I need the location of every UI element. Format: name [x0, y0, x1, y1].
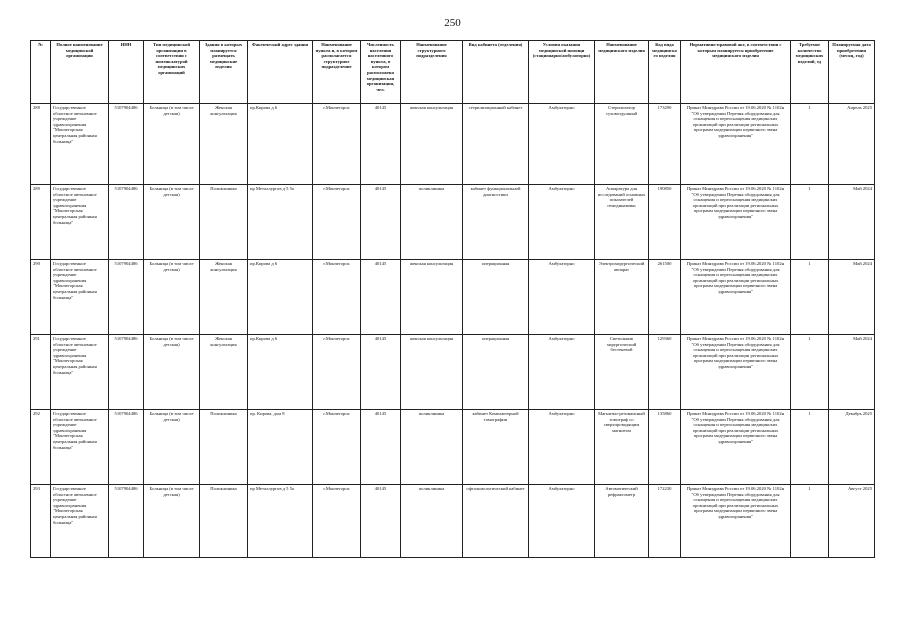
cell-date: Май 2024	[829, 335, 875, 410]
cell-code: 135860	[649, 410, 681, 485]
cell-number: 289	[31, 185, 51, 260]
header-cell-act: Нормативно-правовой акт, в соответствии с которым планируется приобретение медицинского изделия	[681, 41, 791, 104]
cell-quantity: 1	[791, 485, 829, 558]
cell-cabinet: стерилизационный кабинет	[463, 104, 529, 185]
cell-number: 290	[31, 260, 51, 335]
header-cell-code: Код вида медицинского изделия	[649, 41, 681, 104]
cell-act: Приказ Минздрава России от 19.06.2020 № 1102н "Об утверждении Перечня оборудования для оснащения и переоснащения медицинских организаций при реализации региональных программ модернизации первичного звена здравоохранения"	[681, 485, 791, 558]
cell-date: Май 2024	[829, 185, 875, 260]
cell-population: 40145	[361, 104, 401, 185]
table-row	[31, 485, 875, 558]
cell-org-name: Государственное областное автономное учреждение здравоохранения "Мончегорская центральная районная больница"	[51, 335, 109, 410]
cell-unit: поликлиника	[401, 185, 463, 260]
cell-date: Декабрь 2025	[829, 410, 875, 485]
table-row	[31, 410, 875, 485]
cell-locality: г.Мончегорск	[313, 104, 361, 185]
cell-code: 261500	[649, 260, 681, 335]
cell-address: пр Металлургов д 5 5а	[248, 485, 313, 558]
cell-address: пр.Кирова д 6	[248, 104, 313, 185]
header-cell-address: Фактический адрес здания	[248, 41, 313, 104]
cell-device: Магнитно-резонансный томограф со сверхпроводящим магнитом	[595, 410, 649, 485]
header-cell-inn: ИНН	[109, 41, 144, 104]
cell-population: 40145	[361, 260, 401, 335]
cell-code: 190850	[649, 185, 681, 260]
cell-inn: 5107904486	[109, 410, 144, 485]
cell-conditions: Амбулаторно	[529, 185, 595, 260]
cell-locality: г.Мончегорск	[313, 410, 361, 485]
cell-inn: 5107904486	[109, 335, 144, 410]
cell-building: Женская консультация	[200, 104, 248, 185]
header-cell-locality: Наименование пункта и, в котором располагается структурное подразделение	[313, 41, 361, 104]
header-cell-org-name: Полное наименование медицинской организации	[51, 41, 109, 104]
cell-number: 291	[31, 335, 51, 410]
header-cell-number: №	[31, 41, 51, 104]
cell-act: Приказ Минздрава России от 19.06.2020 № 1102н "Об утверждении Перечня оборудования для оснащения и переоснащения медицинских организаций при реализации региональных программ модернизации первичного звена здравоохранения"	[681, 410, 791, 485]
cell-device: Стерилизатор суховоздушный	[595, 104, 649, 185]
cell-number: 293	[31, 485, 51, 558]
cell-address: пр.Кирова д 6	[248, 260, 313, 335]
cell-org-type: Больница (в том числе детская)	[144, 335, 200, 410]
header-cell-building: Здания в которых планируется размещать медицинские изделия	[200, 41, 248, 104]
cell-address: пр.Кирова д 6	[248, 335, 313, 410]
cell-device: Электрохирургический аппарат	[595, 260, 649, 335]
cell-device: Автоматический рефрактометр	[595, 485, 649, 558]
table-row	[31, 185, 875, 260]
cell-conditions: Амбулаторно	[529, 260, 595, 335]
cell-org-name: Государственное областное автономное учреждение здравоохранения "Мончегорская центральная районная больница"	[51, 185, 109, 260]
cell-org-name: Государственное областное автономное учреждение здравоохранения "Мончегорская центральная районная больница"	[51, 485, 109, 558]
table-row	[31, 335, 875, 410]
cell-cabinet: кабинет Компьютерной томографии	[463, 410, 529, 485]
cell-inn: 5107904486	[109, 185, 144, 260]
cell-building: Женская консультация	[200, 335, 248, 410]
cell-cabinet: операционная	[463, 335, 529, 410]
cell-unit: женская консультация	[401, 335, 463, 410]
cell-org-type: Больница (в том числе детская)	[144, 485, 200, 558]
cell-date: Май 2024	[829, 260, 875, 335]
cell-locality: г.Мончегорск	[313, 335, 361, 410]
cell-inn: 5107904486	[109, 485, 144, 558]
cell-date: Апрель 2025	[829, 104, 875, 185]
cell-unit: женская консультация	[401, 260, 463, 335]
cell-inn: 5107904486	[109, 104, 144, 185]
table-header-row	[31, 41, 875, 104]
cell-address: пр. Кирова, дом 8	[248, 410, 313, 485]
cell-building: Поликлиника	[200, 185, 248, 260]
cell-population: 40145	[361, 410, 401, 485]
cell-building: Поликлиника	[200, 410, 248, 485]
cell-unit: поликлиника	[401, 410, 463, 485]
cell-device: Аппаратура для исследований основных показателей гемодинамики	[595, 185, 649, 260]
cell-population: 40145	[361, 185, 401, 260]
cell-building: Поликлиника	[200, 485, 248, 558]
page-number: 250	[444, 17, 461, 29]
header-cell-quantity: Требуемое количество медицинских изделий, ед	[791, 41, 829, 104]
header-cell-population: Численность населения населенного пункта, в котором расположена медицинская организация, чел.	[361, 41, 401, 104]
equipment-registry-table	[30, 40, 875, 558]
cell-org-name: Государственное областное автономное учреждение здравоохранения "Мончегорская центральная районная больница"	[51, 260, 109, 335]
cell-number: 292	[31, 410, 51, 485]
cell-building: Женская консультация	[200, 260, 248, 335]
cell-act: Приказ Минздрава России от 19.06.2020 № 1102н "Об утверждении Перечня оборудования для оснащения и переоснащения медицинских организаций при реализации региональных программ модернизации первичного звена здравоохранения"	[681, 260, 791, 335]
cell-code: 173290	[649, 104, 681, 185]
cell-conditions: Амбулаторно	[529, 335, 595, 410]
header-cell-cabinet: Вид кабинета (отделения)	[463, 41, 529, 104]
table-row	[31, 260, 875, 335]
cell-cabinet: кабинет функциональной диагностики	[463, 185, 529, 260]
cell-locality: г.Мончегорск	[313, 185, 361, 260]
cell-quantity: 1	[791, 185, 829, 260]
cell-address: пр Металлургов д 5 5а	[248, 185, 313, 260]
cell-unit: поликлиника	[401, 485, 463, 558]
cell-org-type: Больница (в том числе детская)	[144, 410, 200, 485]
header-cell-org-type: Тип медицинской организации в соответствии с номенклатурой медицинских организаций	[144, 41, 200, 104]
cell-quantity: 1	[791, 410, 829, 485]
header-cell-unit: Наименование структурного подразделения	[401, 41, 463, 104]
cell-locality: г.Мончегорск	[313, 485, 361, 558]
cell-act: Приказ Минздрава России от 19.06.2020 № 1102н "Об утверждении Перечня оборудования для оснащения и переоснащения медицинских организаций при реализации региональных программ модернизации первичного звена здравоохранения"	[681, 185, 791, 260]
cell-org-type: Больница (в том числе детская)	[144, 104, 200, 185]
cell-act: Приказ Минздрава России от 19.06.2020 № 1102н "Об утверждении Перечня оборудования для оснащения и переоснащения медицинских организаций при реализации региональных программ модернизации первичного звена здравоохранения"	[681, 335, 791, 410]
cell-org-type: Больница (в том числе детская)	[144, 260, 200, 335]
cell-quantity: 1	[791, 260, 829, 335]
cell-org-type: Больница (в том числе детская)	[144, 185, 200, 260]
cell-device: Светильник хирургический бестеневой	[595, 335, 649, 410]
header-cell-device: Наименование медицинского изделия	[595, 41, 649, 104]
cell-unit: женская консультация	[401, 104, 463, 185]
cell-org-name: Государственное областное автономное учреждение здравоохранения "Мончегорская центральная районная больница"	[51, 410, 109, 485]
cell-conditions: Амбулаторно	[529, 410, 595, 485]
cell-cabinet: офтальмологический кабинет	[463, 485, 529, 558]
header-cell-conditions: Условия оказания медицинской помощи (стационарно/амбулаторно)	[529, 41, 595, 104]
cell-quantity: 1	[791, 104, 829, 185]
cell-org-name: Государственное областное автономное учреждение здравоохранения "Мончегорская центральная районная больница"	[51, 104, 109, 185]
cell-inn: 5107904486	[109, 260, 144, 335]
cell-date: Август 2025	[829, 485, 875, 558]
cell-population: 40145	[361, 335, 401, 410]
cell-code: 172230	[649, 485, 681, 558]
cell-cabinet: операционная	[463, 260, 529, 335]
cell-quantity: 1	[791, 335, 829, 410]
cell-population: 40145	[361, 485, 401, 558]
cell-conditions: Амбулаторно	[529, 485, 595, 558]
cell-act: Приказ Минздрава России от 19.06.2020 № 1102н "Об утверждении Перечня оборудования для оснащения и переоснащения медицинских организаций при реализации региональных программ модернизации первичного звена здравоохранения"	[681, 104, 791, 185]
table-row	[31, 104, 875, 185]
cell-conditions: Амбулаторно	[529, 104, 595, 185]
cell-code: 129360	[649, 335, 681, 410]
cell-number: 288	[31, 104, 51, 185]
cell-locality: г.Мончегорск	[313, 260, 361, 335]
header-cell-date: Планируемая дата приобретения (месяц, год)	[829, 41, 875, 104]
